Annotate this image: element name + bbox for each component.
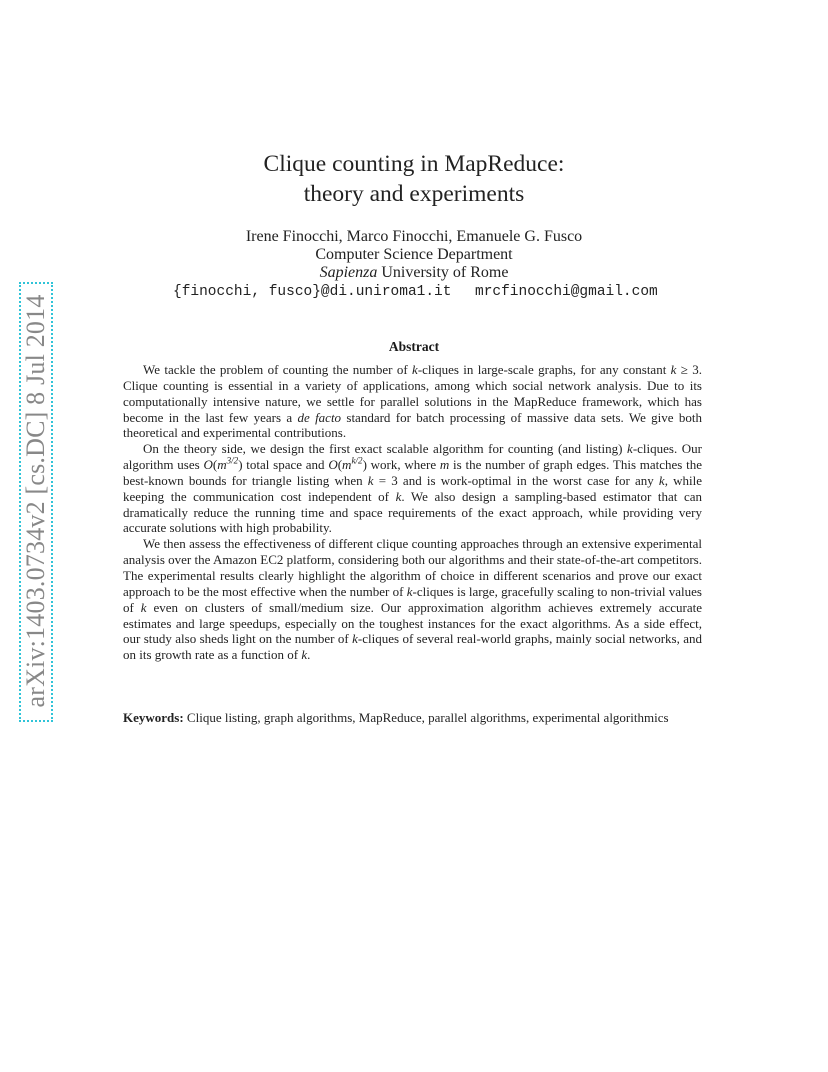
abstract-paragraph-2: On the theory side, we design the first exact scalable algorithm for counting (and listing) k-cliques. Our algorithm uses $O(m^{3/2})$ total space and $O(m^{k/2})$ work, where m is the number of graph edges. This matches the best-known bounds for triangle listing when k = 3 and is work-optimal in the worst case for any k, while keeping the communication cost independent of k. We also design a sampling-based estimator that can dramatically reduce the running time and space requirements of the exact approach, while providing very accurate solutions with high probability.	[123, 441, 702, 536]
keywords-label: Keywords:	[123, 710, 184, 725]
abstract-paragraph-1: We tackle the problem of counting the number of k-cliques in large-scale graphs, for any constant k ≥ 3. Clique counting is essential in a variety of applications, among which social network analysis. Due to its computationally intensive nature, we settle for parallel solutions in the MapReduce framework, which has become in the last few years a de facto standard for batch processing of massive data sets. We give both theoretical and experimental contributions.	[123, 362, 703, 441]
paper-title-line-2: theory and experiments	[303, 181, 525, 207]
keywords	[123, 710, 702, 726]
email-finocchi-fusco: {finocchi, fusco}@di.uniroma1.it	[173, 284, 452, 300]
keywords-text: Clique listing, graph algorithms, MapReduce, parallel algorithms, experimental algorithmics	[186, 710, 669, 725]
author-list: Irene Finocchi, Marco Finocchi, Emanuele G. Fusco	[245, 228, 583, 245]
author-emails	[0, 283, 828, 301]
abstract-body	[123, 362, 702, 663]
university-name-italic: Sapienza	[319, 264, 378, 281]
arxiv-identifier: arXiv:1403.0734v2 [cs.DC] 8 Jul 2014	[21, 294, 50, 708]
department: Computer Science Department	[315, 246, 513, 263]
university	[0, 264, 828, 282]
abstract-heading: Abstract	[388, 339, 440, 354]
paper-title-line-1: Clique counting in MapReduce:	[263, 151, 565, 177]
university-name-rest: University of Rome	[377, 264, 509, 281]
abstract-paragraph-3: We then assess the effectiveness of different clique counting approaches through an extensive experimental analysis over the Amazon EC2 platform, considering both our algorithms and their state-of-the-art competitors. The experimental results clearly highlight the algorithm of choice in different scenarios and prove our exact approach to be the most effective when the number of k-cliques is large, gracefully scaling to non-trivial values of k even on clusters of small/medium size. Our approximation algorithm achieves extremely accurate estimates and large speedups, especially on the toughest instances for the exact algorithms. As a side effect, our study also sheds light on the number of k-cliques of several real-world graphs, mainly social networks, and on its growth rate as a function of k.	[123, 536, 702, 663]
email-mrcfinocchi: mrcfinocchi@gmail.com	[475, 284, 658, 300]
